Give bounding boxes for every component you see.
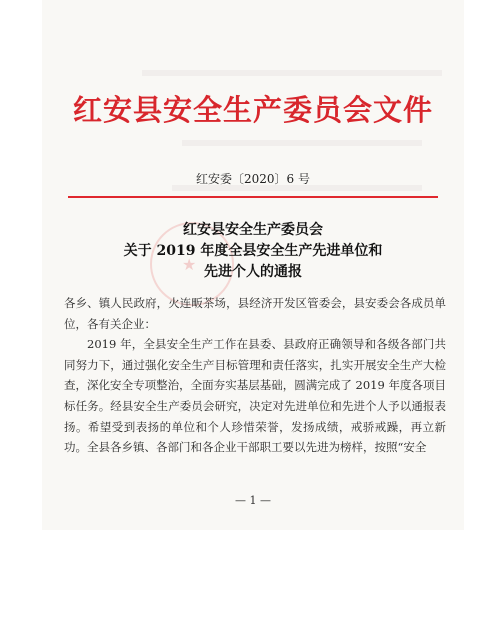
body-paragraph-1: 2019 年，全县安全生产工作在县委、县政府正确领导和各级各部门共同努力下，通过强化安全生产目标管理和责任落实，扎实开展安全生产大检查，深化安全专项整治，全面夯实基层基础，圆满完成了 2019 年度各项目标任务。经县安全生产委员会研究，决定对先进单位和先进个人予以通报表扬。希望受到表扬的单位和个人珍惜荣誉，发扬成绩，戒骄戒躁，再立新功。全县各乡镇、各部门和各企业干部职工要以先进为榜样，按照“安全 — [64, 337, 446, 455]
seal-star-icon: ★ — [182, 255, 197, 274]
document-page — [42, 0, 464, 530]
subject-line-3: 先进个人的通报 — [204, 264, 302, 280]
red-divider-line — [68, 196, 438, 198]
document-body — [64, 293, 446, 458]
document-number: 红安委〔2020〕6 号 — [196, 172, 310, 186]
bleed-through-mark — [182, 140, 422, 146]
addressees-paragraph: 各乡、镇人民政府，火连畈茶场，县经济开发区管委会，县安委会各成员单位，各有关企业： — [64, 296, 446, 331]
page-number: — 1 — — [235, 494, 271, 507]
bleed-through-mark — [142, 70, 442, 76]
subject-line-2: 关于 2019 年度全县安全生产先进单位和 — [123, 243, 383, 259]
document-header-title: 红安县安全生产委员会文件 — [72, 93, 433, 127]
subject-line-1: 红安县安全生产委员会 — [183, 222, 323, 238]
